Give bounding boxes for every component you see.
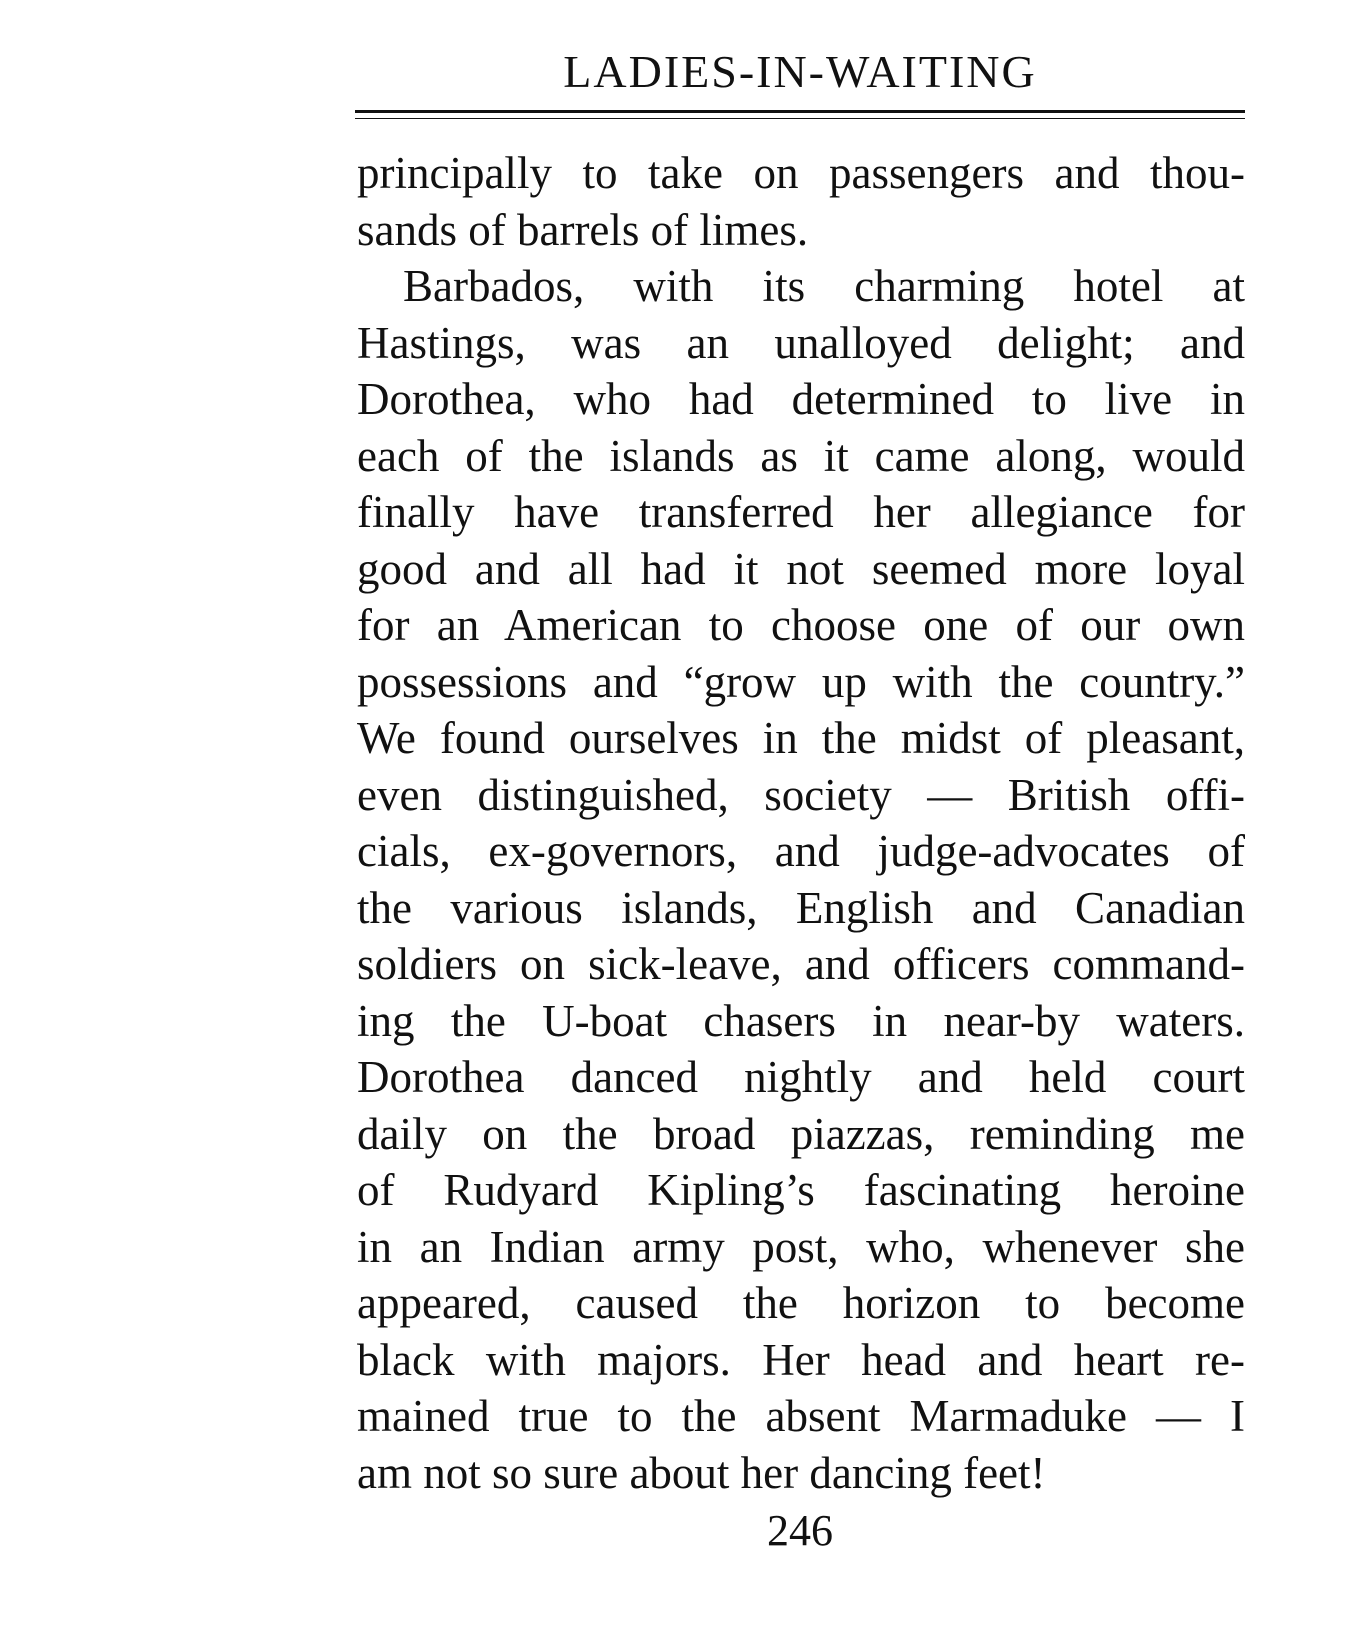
text-line: appeared, caused the horizon to become	[357, 1278, 1245, 1328]
text-line: black with majors. Her head and heart re-	[357, 1334, 1245, 1385]
text-line: Hastings, was an unalloyed delight; and	[357, 317, 1245, 368]
running-title: LADIES-IN-WAITING	[563, 46, 1037, 97]
text-line: principally to take on passengers and thou-	[357, 148, 1245, 198]
text-line: We found ourselves in the midst of pleasant,	[357, 713, 1245, 763]
text-line: Dorothea danced nightly and held court	[357, 1052, 1245, 1102]
text-line: possessions and “grow up with the country.”	[357, 656, 1245, 707]
text-line: the various islands, English and Canadian	[357, 882, 1245, 933]
header-rule-thick	[355, 110, 1245, 113]
text-line: Dorothea, who had determined to live in	[357, 374, 1245, 424]
text-line: daily on the broad piazzas, reminding me	[357, 1108, 1245, 1159]
text-line: Barbados, with its charming hotel at	[403, 261, 1245, 311]
text-line: ing the U-boat chasers in near-by waters.	[357, 995, 1245, 1046]
text-line: for an American to choose one of our own	[357, 600, 1245, 650]
text-line: finally have transferred her allegiance for	[357, 487, 1245, 537]
header-rule-thin	[355, 118, 1245, 119]
page-number: 246	[767, 1506, 833, 1555]
text-line: good and all had it not seemed more loyal	[357, 543, 1245, 594]
text-line: even distinguished, society — British offi-	[357, 769, 1245, 820]
body-text	[357, 145, 1245, 1501]
text-line: cials, ex-governors, and judge-advocates of	[357, 826, 1245, 876]
text-line: am not so sure about her dancing feet!	[357, 1447, 1046, 1498]
text-line: soldiers on sick-leave, and officers command-	[357, 939, 1245, 989]
text-line: mained true to the absent Marmaduke — I	[357, 1391, 1245, 1441]
text-line: in an Indian army post, who, whenever she	[357, 1221, 1245, 1272]
text-line: of Rudyard Kipling’s fascinating heroine	[357, 1165, 1245, 1215]
text-line: sands of barrels of limes.	[357, 204, 809, 255]
text-line: each of the islands as it came along, would	[357, 430, 1245, 481]
